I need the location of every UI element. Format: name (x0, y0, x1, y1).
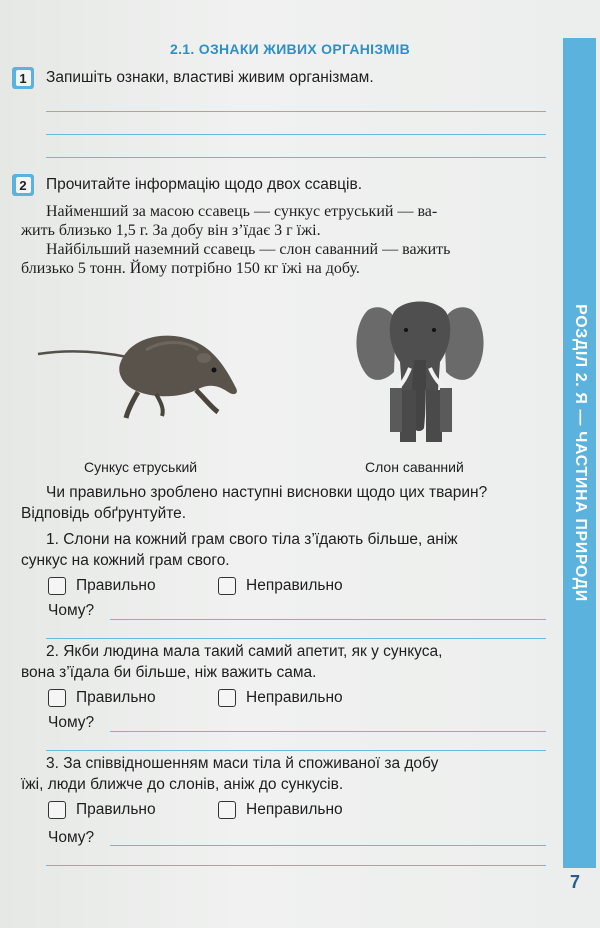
statement-2-incorrect-label: Неправильно (246, 689, 343, 706)
african-elephant-image (350, 290, 490, 450)
statement-1-correct-checkbox[interactable] (48, 577, 66, 595)
question-line-2: Відповідь обґрунтуйте. (21, 505, 187, 522)
statement-2-answer-line[interactable] (110, 731, 546, 732)
task-2-prompt: Прочитайте інформацію щодо двох ссавців. (46, 176, 363, 193)
statement-1-why-label: Чому? (48, 602, 95, 619)
answer-line[interactable] (46, 157, 546, 158)
shrew-info-line-1: Найменший за масою ссавець — сункус етруський — ва- (46, 203, 438, 220)
statement-3-incorrect-checkbox[interactable] (218, 801, 236, 819)
statement-2-line-2: вона з’їдала би більше, ніж важить сама. (21, 664, 317, 681)
statement-3-correct-label: Правильно (76, 801, 156, 818)
statement-2-line-1: 2. Якби людина мала такий самий апетит, як у сункуса, (46, 643, 443, 660)
elephant-caption: Слон саванний (365, 459, 464, 475)
statement-1-answer-line[interactable] (46, 638, 546, 639)
task-1-prompt: Запишіть ознаки, властиві живим організмам. (46, 69, 374, 86)
statement-2-answer-line[interactable] (46, 750, 546, 751)
statement-3-line-1: 3. За співвідношенням маси тіла й споживаної за добу (46, 755, 439, 772)
task-1-number: 1 (16, 70, 31, 86)
shrew-info-line-2: жить близько 1,5 г. За добу він з’їдає 3 г їжі. (21, 222, 321, 239)
etruscan-shrew-image (36, 320, 242, 430)
section-title: 2.1. ОЗНАКИ ЖИВИХ ОРГАНІЗМІВ (170, 41, 410, 57)
answer-line[interactable] (46, 111, 546, 112)
question-line-1: Чи правильно зроблено наступні висновки щодо цих тварин? (46, 484, 488, 501)
statement-3-why-label: Чому? (48, 829, 95, 846)
statement-2-correct-label: Правильно (76, 689, 156, 706)
answer-line[interactable] (46, 134, 546, 135)
statement-3-incorrect-label: Неправильно (246, 801, 343, 818)
statement-3-answer-line[interactable] (46, 865, 546, 866)
statement-3-correct-checkbox[interactable] (48, 801, 66, 819)
statement-1-incorrect-label: Неправильно (246, 577, 343, 594)
statement-1-answer-line[interactable] (110, 619, 546, 620)
statement-2-correct-checkbox[interactable] (48, 689, 66, 707)
task-2-badge (12, 174, 34, 196)
chapter-side-text: РОЗДІЛ 2. Я — ЧАСТИНА ПРИРОДИ (571, 304, 589, 602)
statement-3-answer-line[interactable] (110, 845, 546, 846)
task-2-number: 2 (16, 177, 31, 193)
statement-1-line-1: 1. Слони на кожний грам свого тіла з’їдають більше, аніж (46, 531, 458, 548)
elephant-info-line-2: близько 5 тонн. Йому потрібно 150 кг їжі на добу. (21, 260, 360, 277)
statement-1-line-2: сункус на кожний грам свого. (21, 552, 230, 569)
statement-1-correct-label: Правильно (76, 577, 156, 594)
shrew-caption: Сункус етруський (84, 459, 198, 475)
statement-1-incorrect-checkbox[interactable] (218, 577, 236, 595)
task-1-badge (12, 67, 34, 89)
statement-2-why-label: Чому? (48, 714, 95, 731)
statement-2-incorrect-checkbox[interactable] (218, 689, 236, 707)
elephant-info-line-1: Найбільший наземний ссавець — слон саванний — важить (46, 241, 451, 258)
statement-3-line-2: їжі, люди ближче до слонів, аніж до сункусів. (21, 776, 344, 793)
page-number: 7 (570, 872, 581, 892)
